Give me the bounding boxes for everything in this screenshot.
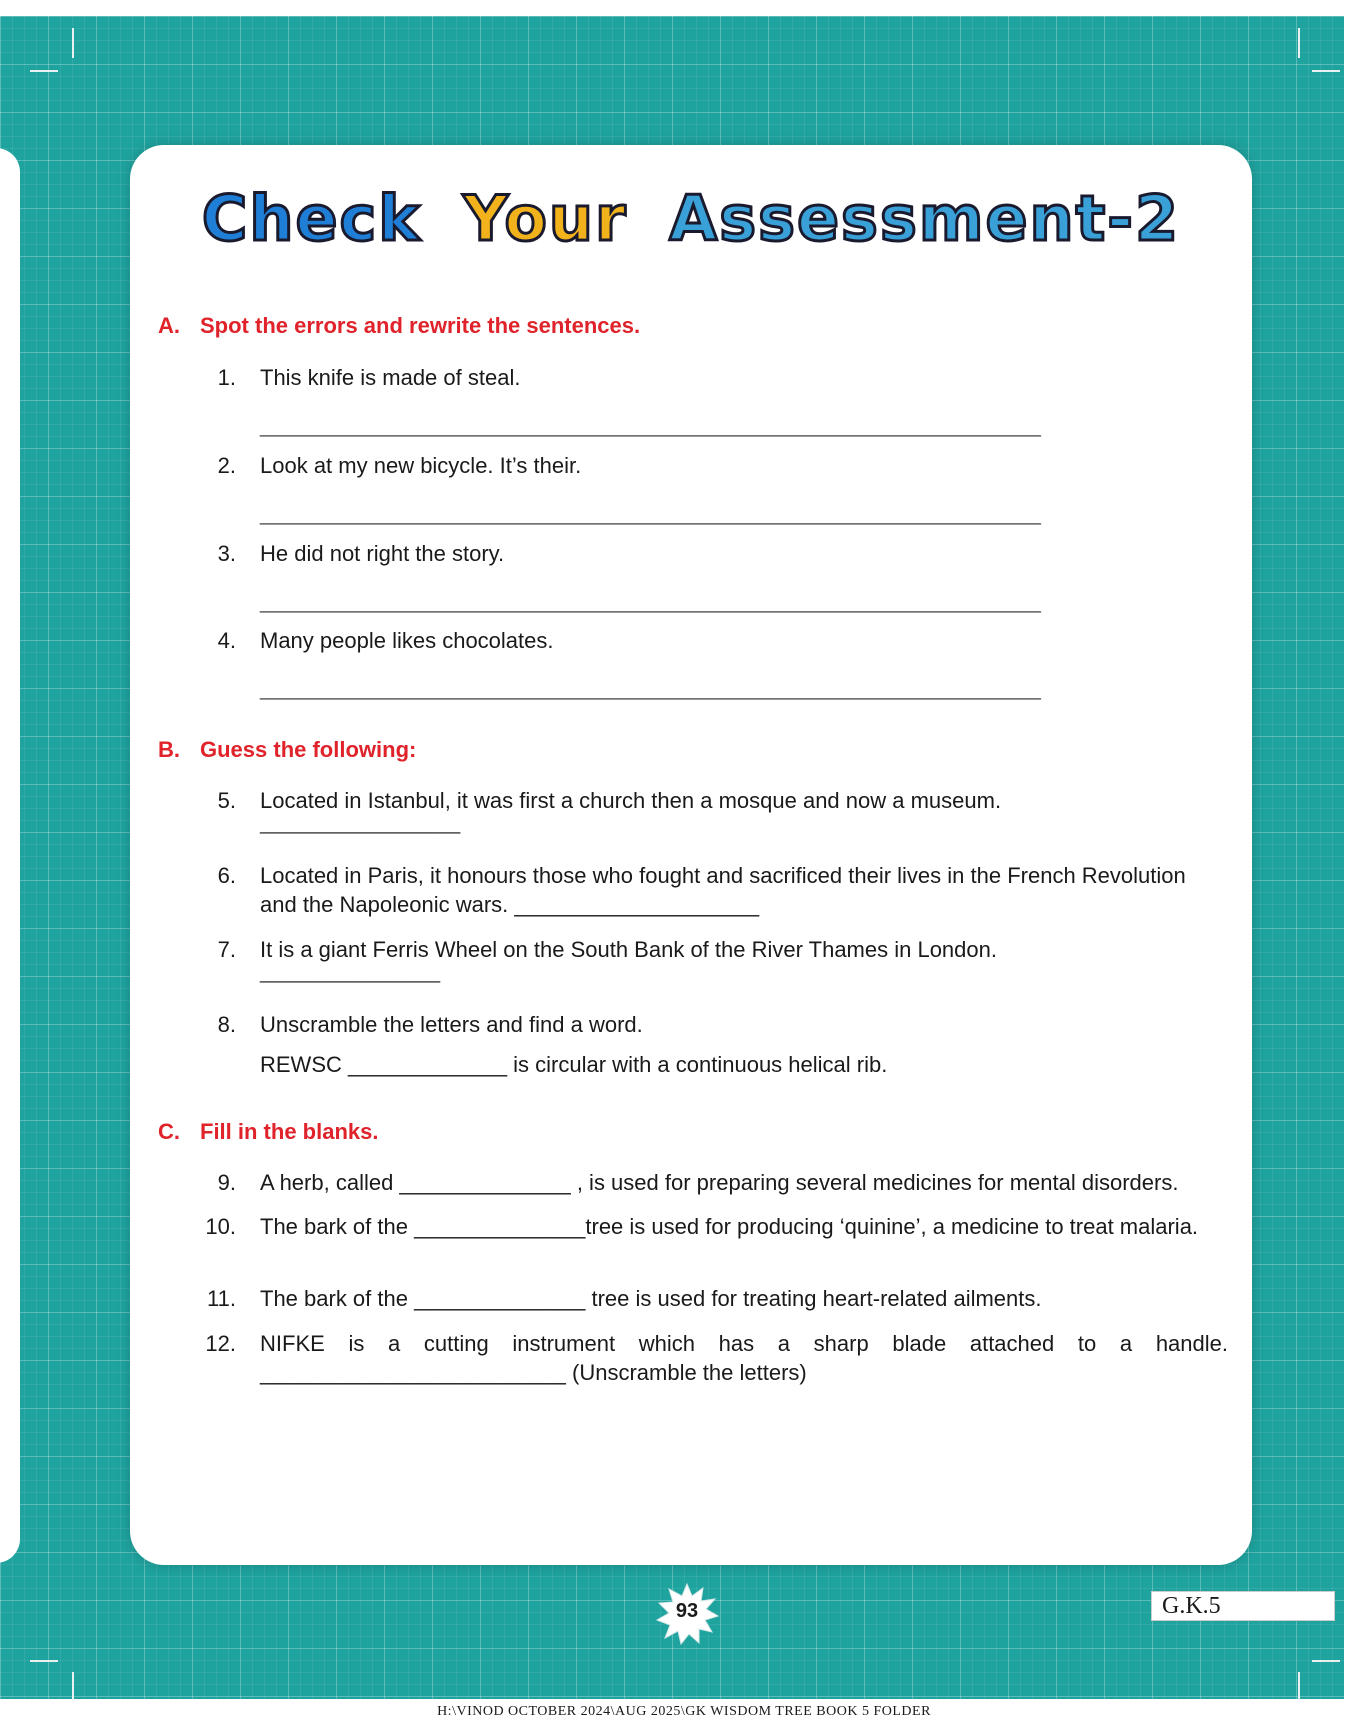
section-a-title: Spot the errors and rewrite the sentences. bbox=[200, 313, 641, 338]
question-number: 12. bbox=[205, 1331, 236, 1356]
question-text: A herb, called ______________ , is used for preparing several medicines for mental disorders. bbox=[260, 1170, 1179, 1195]
crop-mark-bottom-left-v bbox=[72, 1672, 74, 1700]
answer-blank: ______________________________________________________________________________ bbox=[260, 417, 1041, 437]
answer-blank: ______________________________________________________________________________ bbox=[260, 505, 1041, 525]
answer-blank: ______________________________________________________________________________ bbox=[260, 593, 1041, 613]
question-text: Many people likes chocolates. bbox=[260, 628, 554, 653]
book-label-box bbox=[1151, 1591, 1335, 1621]
section-a-heading bbox=[158, 313, 640, 339]
crop-mark-bottom-left bbox=[30, 1660, 58, 1662]
page-number: 93 bbox=[675, 1600, 699, 1622]
crop-mark-top-right-v bbox=[1298, 28, 1300, 58]
section-c-heading bbox=[158, 1119, 378, 1145]
answer-line-2 bbox=[260, 501, 1130, 530]
section-c-title: Fill in the blanks. bbox=[200, 1119, 379, 1144]
answer-blank: __________________ bbox=[260, 963, 441, 983]
section-c-letter: C. bbox=[158, 1119, 180, 1144]
question-number: 11. bbox=[207, 1286, 236, 1311]
question-number: 4. bbox=[217, 628, 236, 653]
section-b-letter: B. bbox=[158, 737, 180, 762]
answer-line-3 bbox=[260, 589, 1130, 618]
question-text: It is a giant Ferris Wheel on the South Bank of the River Thames in London. bbox=[260, 937, 997, 962]
question-number: 10. bbox=[205, 1214, 236, 1239]
previous-page-edge bbox=[0, 148, 20, 1563]
question-number: 3. bbox=[217, 541, 236, 566]
book-label: G.K.5 bbox=[1162, 1593, 1221, 1619]
section-b-title: Guess the following: bbox=[200, 737, 417, 762]
question-number: 2. bbox=[217, 453, 236, 478]
answer-blank: ____________________ bbox=[260, 814, 461, 834]
question-text: The bark of the ______________tree is used for producing ‘quinine’, a medicine to treat malaria. bbox=[260, 1214, 1199, 1239]
question-number: 9. bbox=[217, 1170, 236, 1195]
answer-line-4 bbox=[260, 676, 1130, 705]
section-a-letter: A. bbox=[158, 313, 180, 338]
question-number: 1. bbox=[217, 365, 236, 390]
title-word-3: Assessment-2 bbox=[669, 182, 1181, 255]
footer-file-path: H:\VINOD OCTOBER 2024\AUG 2025\GK WISDOM TREE BOOK 5 FOLDER bbox=[437, 1704, 931, 1719]
crop-mark-top-left bbox=[30, 70, 58, 72]
page-title bbox=[130, 179, 1252, 259]
question-text: Located in Istanbul, it was first a church then a mosque and now a museum. bbox=[260, 788, 1002, 813]
question-number: 6. bbox=[217, 863, 236, 888]
crop-mark-top-left-v bbox=[72, 28, 74, 58]
question-subtext: REWSC _____________ is circular with a continuous helical rib. bbox=[260, 1052, 888, 1077]
question-number: 7. bbox=[217, 937, 236, 962]
crop-mark-bottom-right bbox=[1312, 1660, 1340, 1662]
crop-mark-top-right bbox=[1312, 70, 1340, 72]
answer-blank: ______________________________________________________________________________ bbox=[260, 680, 1041, 700]
answer-line-1 bbox=[260, 413, 1130, 442]
question-number: 5. bbox=[217, 788, 236, 813]
title-word-2: Your bbox=[463, 182, 628, 255]
question-text: He did not right the story. bbox=[260, 541, 505, 566]
crop-mark-bottom-right-v bbox=[1298, 1672, 1300, 1700]
question-text: The bark of the ______________ tree is used for treating heart-related ailments. bbox=[260, 1286, 1042, 1311]
question-text: This knife is made of steal. bbox=[260, 365, 521, 390]
question-text: NIFKE is a cutting instrument which has a sharp blade attached to a handle. _________________________ (Unscramble the letters) bbox=[260, 1331, 1228, 1385]
question-text: Look at my new bicycle. It’s their. bbox=[260, 453, 582, 478]
question-text: Located in Paris, it honours those who fought and sacrificed their lives in the French Revolution and the Napoleonic wars. ____________________ bbox=[260, 863, 1186, 917]
question-text: Unscramble the letters and find a word. bbox=[260, 1012, 643, 1037]
assessment-card bbox=[130, 145, 1252, 1565]
title-word-1: Check bbox=[201, 182, 422, 255]
question-number: 8. bbox=[217, 1012, 236, 1037]
section-b-heading bbox=[158, 737, 416, 763]
